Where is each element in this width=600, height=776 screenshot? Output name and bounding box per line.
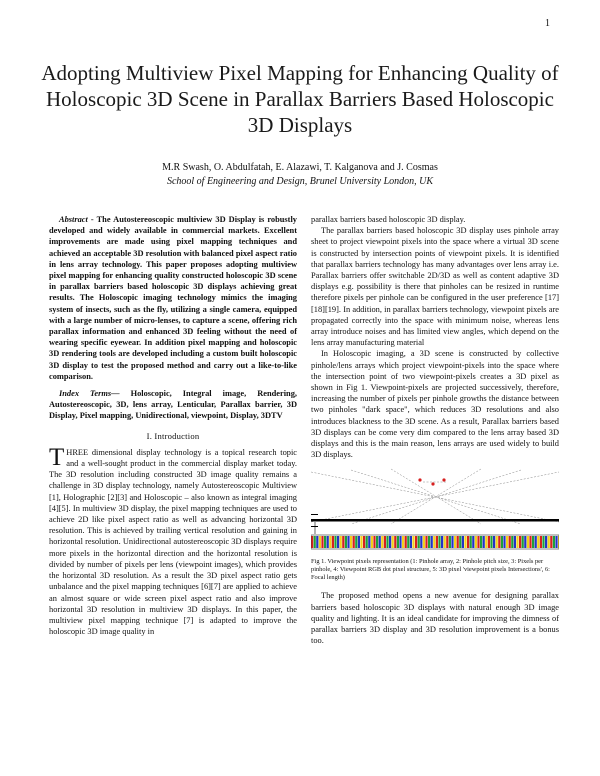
pixel-dot [496, 536, 498, 548]
intro-text: HREE dimensional display technology is a topical research topic and a well-sought product in the commercial display market today. The 3D resolution including constructed 3D image quality remains a challenge in 3D display technology, namely Autostereoscopic Multiview [1], Holographic [2][3] and Holoscopic – also known as integral imaging [4][5]. In multiview 3D display, the pixel mapping techniques are used to achieve 2D like pixel aspect ratio as well as advancing horizontal 3D resolution. This is achieved by trailing vertical resolution and gaining in horizontal resolution. Unidirectional autostereoscopic 3D displays require more pixels in the horizontal direction and the horizontal resolution is divided by number of pixels per lens (viewpoint images), which provides the horizontal 3D resolution. As a result the 3D pixel aspect ratio gets unbalance and the pixel mapping techniques [6][7] are applied to achieve an almost square or wide screen pixel aspect ratio and also improve horizontal 3D resolution in multiview 3D displays. In this paper, the multiview pixel mapping technique [7] is adapted to improve the holoscopic 3D image quality in [49, 447, 297, 637]
pixel-strip [311, 535, 559, 549]
pixel-dot [459, 536, 461, 548]
pixel-dot [451, 536, 453, 548]
right-column [311, 214, 559, 646]
pixel-dot [519, 536, 521, 548]
pixel-dot [550, 536, 552, 548]
affiliation: School of Engineering and Design, Brunel University London, UK [166, 176, 434, 187]
pixel-dot [514, 536, 516, 548]
pixel-dot [329, 536, 331, 548]
intro-paragraph [49, 443, 297, 637]
pixel-dot [425, 536, 427, 548]
pixel-dot [436, 536, 438, 548]
pixel-dot [353, 536, 355, 548]
pixel-dot [457, 536, 459, 548]
pixel-dot [324, 536, 326, 548]
pixel-dot [311, 536, 313, 548]
pixel-dot [477, 536, 479, 548]
pixel-dot [368, 536, 370, 548]
pixel-dot [350, 536, 352, 548]
figure-1-diagram [311, 466, 559, 554]
pixel-dot [371, 536, 373, 548]
pixel-dot [537, 536, 539, 548]
pixel-dot [540, 536, 542, 548]
pixel-dot [545, 536, 547, 548]
pixel-dot [376, 536, 378, 548]
pixel-dot [532, 536, 534, 548]
pixel-dot [423, 536, 425, 548]
pixel-dot [399, 536, 401, 548]
pixel-dot [392, 536, 394, 548]
pixel-dot [485, 536, 487, 548]
pixel-dot [449, 536, 451, 548]
pixel-dot [555, 536, 557, 548]
pixel-dot [337, 536, 339, 548]
pixel-dot [420, 536, 422, 548]
pixel-dot [418, 536, 420, 548]
pixel-dot [464, 536, 466, 548]
pixel-dot [475, 536, 477, 548]
pixel-dot [506, 536, 508, 548]
pixel-dot [316, 536, 318, 548]
pixel-dot [470, 536, 472, 548]
ray-lines [311, 469, 559, 524]
pixel-dot [407, 536, 409, 548]
pixel-dot [483, 536, 485, 548]
index-terms-text: — Holoscopic, Integral image, Rendering, Autostereoscopic, 3D, lens array, Lenticular, Parallax barrier, 3D Display, Pixel mapping, Unidirectional, viewpoint, Display, 3DTV [49, 389, 297, 421]
paragraph-holoscopic: In Holoscopic imaging, a 3D scene is constructed by collective pinhole/lens arrays which project viewpoint-pixels into the space where the intersection point of two viewpoint-pixels creates a 3D pixel as shown in Fig 1. Viewpoint-pixels are projected successively, therefore, increasing the number of pixels per pinhole growths the distance between two pinholes "dark space", which reduces 3D resolutions and also introduces blackness to the 3D scene. As a result, Parallax barriers based 3D displays can be come very dim compared to the lens array based 3D displays and this is the main reason, lens arrays are used widely to build 3D displays. [311, 349, 559, 460]
pixel-dot [345, 536, 347, 548]
pixel-dot [441, 536, 443, 548]
abstract-text: - The Autostereoscopic multiview 3D Display is robustly developed and widely available in commercial markets. Excellent improvements are made using pixel mapping techniques and achieved an acceptable 3D resolution with balanced pixel aspect ratio in lens array technology. This paper proposes adopting multiview pixel mapping for enhancing quality constructed holoscopic 3D scene in parallax barriers based holoscopic 3D displays achieving great results. The Holoscopic imaging technology mimics the imaging system of insects, such as the fly, utilizing a single camera, equipped with a large number of micro-lenses, to capture a scene, offering rich parallax information and enhanced 3D feeling without the need of wearing specific eyewear. In addition pixel mapping and holoscopic 3D rendering tools are developed including a custom built holoscopic 3D display to test the proposed method and carry out a like-to-like comparison. [49, 215, 297, 381]
pixel-dot [431, 536, 433, 548]
pixel-dot [498, 536, 500, 548]
label-marker [311, 514, 318, 515]
pixel-dot [405, 536, 407, 548]
pixel-dot [415, 536, 417, 548]
pixel-dot [529, 536, 531, 548]
pixel-dot [462, 536, 464, 548]
pixel-dot [384, 536, 386, 548]
pixel-dot [493, 536, 495, 548]
pixel-dot [389, 536, 391, 548]
pixel-dot [402, 536, 404, 548]
pixel-dot [524, 536, 526, 548]
pixel-dot [535, 536, 537, 548]
drop-cap: T [49, 443, 65, 471]
pixel-dot [516, 536, 518, 548]
pixel-dot [511, 536, 513, 548]
intersection-dot [431, 483, 434, 486]
pinhole-array-bar [311, 519, 559, 522]
pixel-dot [472, 536, 474, 548]
pixel-dot [410, 536, 412, 548]
pixel-dot [501, 536, 503, 548]
pixel-dot [428, 536, 430, 548]
figure-1 [311, 466, 559, 554]
pixel-dot [490, 536, 492, 548]
pixel-dot [314, 536, 316, 548]
intersection-dot [442, 479, 445, 482]
continuation-text: parallax barriers based holoscopic 3D display. [311, 215, 466, 224]
pixel-dot [332, 536, 334, 548]
pixel-dot [397, 536, 399, 548]
pixel-dot [363, 536, 365, 548]
pixel-dot [548, 536, 550, 548]
intersection-dot [418, 479, 421, 482]
paragraph-parallax: The parallax barriers based holoscopic 3D display uses pinhole array sheet to project viewpoint pixels into the space where a virtual 3D scene is constructed by intersection points of viewpoint pixels. It is identified that parallax barriers technology has many advantages over lens array i.e. Parallax barriers offer switchable 2D/3D as well as content adaptive 3D displays e.g. possibility is there that pinholes can be resized in runtime therefore pixels per pinhole can be configured in the user preference [17][18][19]. In addition, in parallax barriers technology, viewpoint pixels are propagated correctly into the space with minimum noise, whereas lens array introduce noises and has limited view angles, which depend on the lens array manufacturing material [311, 226, 559, 348]
pixel-dot [509, 536, 511, 548]
pixel-dot [379, 536, 381, 548]
label-marker [311, 526, 318, 527]
pixel-dot [433, 536, 435, 548]
authors: M.R Swash, O. Abdulfatah, E. Alazawi, T. Kalganova and J. Cosmas [162, 162, 438, 173]
pixel-dot [342, 536, 344, 548]
left-column [49, 214, 297, 637]
section-heading: I. Introduction [146, 430, 200, 441]
page-number: 1 [545, 18, 550, 29]
abstract [49, 214, 297, 382]
pixel-dot [467, 536, 469, 548]
pixel-dot [444, 536, 446, 548]
pixel-dot [355, 536, 357, 548]
pixel-dot [321, 536, 323, 548]
pixel-dot [334, 536, 336, 548]
pixel-dot [327, 536, 329, 548]
pixel-dot [366, 536, 368, 548]
pixel-dot [319, 536, 321, 548]
pixel-dot [412, 536, 414, 548]
pixel-dot [522, 536, 524, 548]
pixel-dot [386, 536, 388, 548]
pixel-dot [438, 536, 440, 548]
index-terms [49, 388, 297, 422]
pixel-dot [480, 536, 482, 548]
abstract-label: Abstract [59, 215, 88, 224]
pixel-dot [381, 536, 383, 548]
pixel-dot [347, 536, 349, 548]
pixel-dot [553, 536, 555, 548]
figure-caption: Fig 1. Viewpoint pixels representation (1: Pinhole array, 2: Pinhole pitch size, 3: Pixels per pinhole, 4: Viewpoint RGB dot pixel structure, 5: 3D pixel 'viewpoint pixels Intersections', 6: Focal length) [311, 558, 550, 582]
pixel-dot [394, 536, 396, 548]
paragraph-proposed: The proposed method opens a new avenue for designing parallax barriers based holoscopic 3D displays with natural enough 3D image quality and lighting. It is an ideal candidate for improving the dimness of parallax barriers 3D display and 3D resolution improvement is a bonus too. [311, 591, 559, 646]
pixel-dot [527, 536, 529, 548]
pixel-dot [488, 536, 490, 548]
pixel-dot [340, 536, 342, 548]
pixel-dot [373, 536, 375, 548]
index-terms-label: Index Terms [59, 389, 112, 399]
pixel-dot [454, 536, 456, 548]
pixel-dot [358, 536, 360, 548]
paper-title: Adopting Multiview Pixel Mapping for Enhancing Quality of Holoscopic 3D Scene in Parallax Barriers Based Holoscopic 3D Displays [41, 61, 559, 137]
pixel-dot [446, 536, 448, 548]
pixel-dot [360, 536, 362, 548]
pixel-dot [503, 536, 505, 548]
pixel-dot [542, 536, 544, 548]
